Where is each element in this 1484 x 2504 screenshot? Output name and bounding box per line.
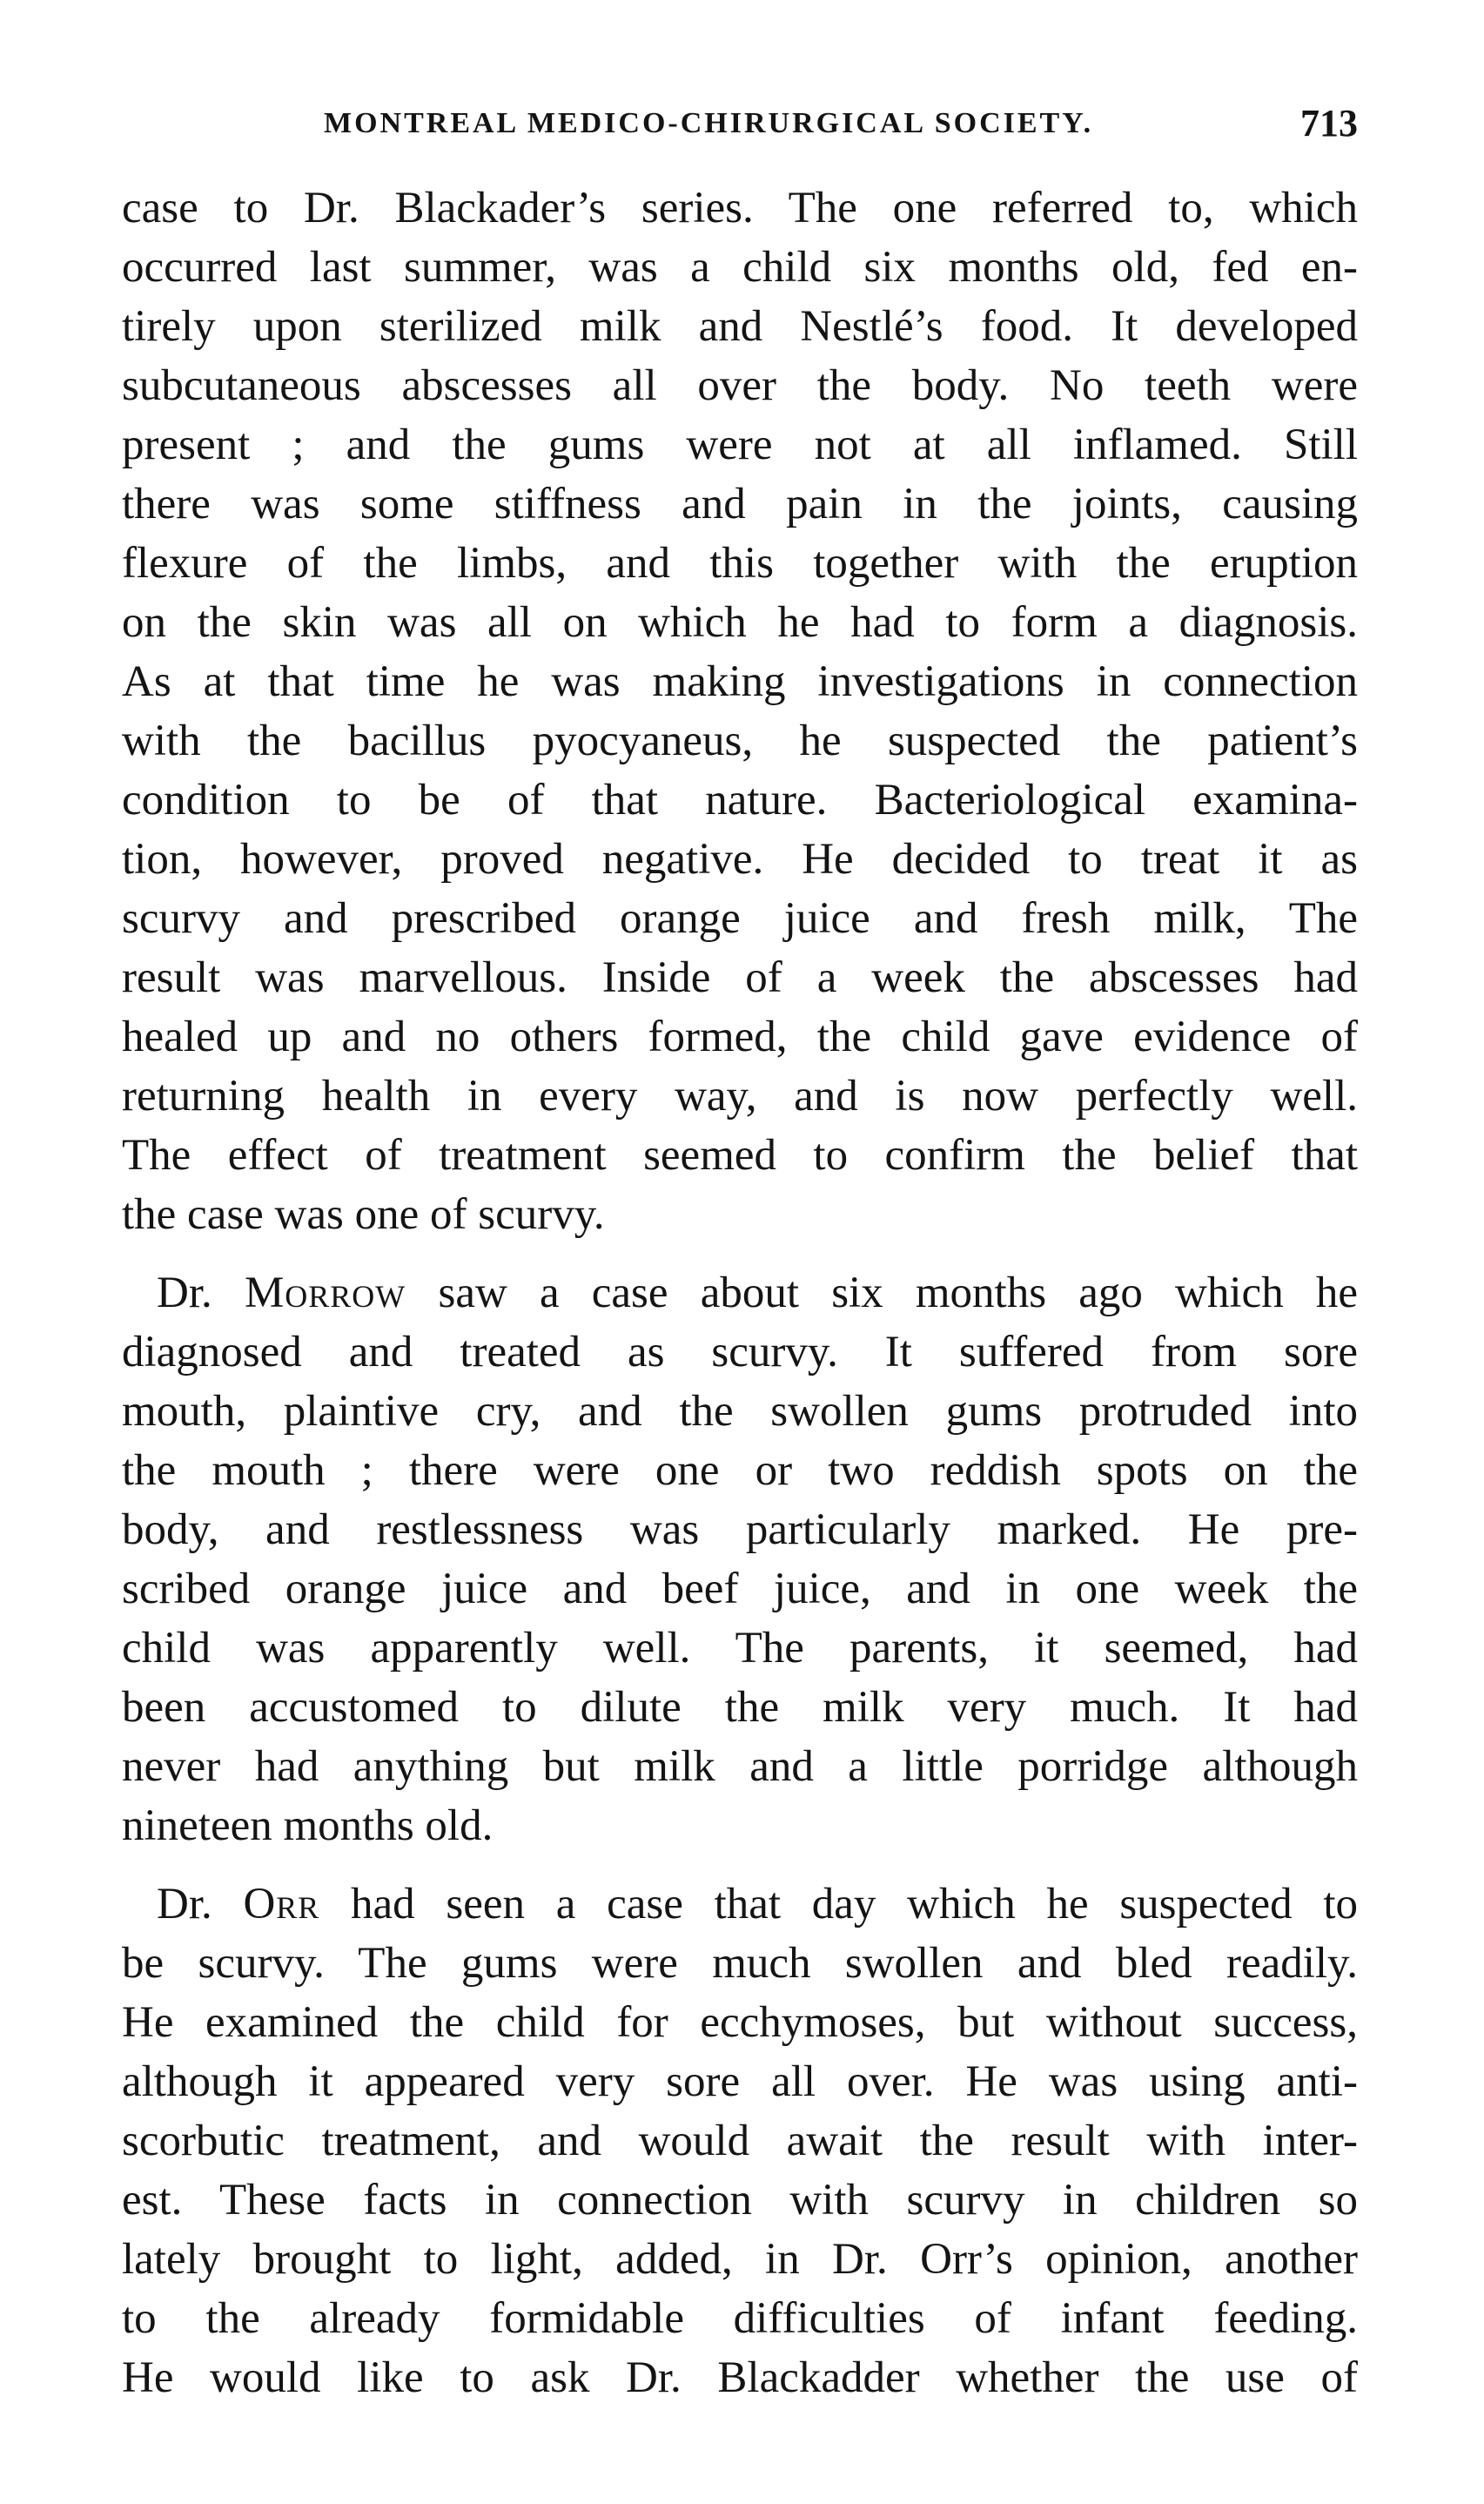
text-line: there was some stiffness and pain in the joints, causing: [122, 480, 1358, 528]
speaker-prefix: Dr.: [157, 1269, 245, 1317]
paragraph-dr-morrow: [122, 1263, 1358, 1855]
text-line: the mouth ; there were one or two reddish spots on the: [122, 1446, 1358, 1495]
body-text: [122, 178, 1358, 2407]
text-line: been accustomed to dilute the milk very much. It had: [122, 1683, 1358, 1732]
text-line: condition to be of that nature. Bacteriological examina-: [122, 776, 1358, 825]
text-line: The effect of treatment seemed to confirm the belief that: [122, 1131, 1358, 1180]
text-line: to the already formidable difficulties of infant feeding.: [122, 2294, 1358, 2343]
text-line: never had anything but milk and a little porridge although: [122, 1742, 1358, 1791]
page-number: 713: [1300, 102, 1358, 145]
text-line: scorbutic treatment, and would await the result with inter-: [122, 2117, 1358, 2165]
running-title: MONTREAL MEDICO-CHIRURGICAL SOCIETY.: [324, 107, 1094, 139]
text-line: body, and restlessness was particularly marked. He pre-: [122, 1505, 1358, 1554]
text-line: As at that time he was making investigations in connection: [122, 657, 1358, 706]
text-line: the case was one of scurvy.: [122, 1190, 605, 1239]
text-line: result was marvellous. Inside of a week the abscesses had: [122, 953, 1358, 1002]
text-line: healed up and no others formed, the child gave evidence of: [122, 1013, 1358, 1061]
paragraph-dr-orr: [122, 1875, 1358, 2407]
text-line: tirely upon sterilized milk and Nestlé’s food. It developed: [122, 302, 1358, 351]
text-line: nineteen months old.: [122, 1801, 494, 1850]
text-line: mouth, plaintive cry, and the swollen gums protruded into: [122, 1387, 1358, 1436]
text-line: flexure of the limbs, and this together with the eruption: [122, 539, 1358, 588]
speaker-name: Orr: [243, 1880, 320, 1928]
text-line: occurred last summer, was a child six months old, fed en-: [122, 243, 1358, 292]
text-line-first: [122, 1263, 1358, 1323]
paragraph-blackader-case: [122, 178, 1358, 1244]
speaker-name: Morrow: [244, 1269, 406, 1317]
text-line: lately brought to light, added, in Dr. Orr’s opinion, another: [122, 2235, 1358, 2284]
text-line: with the bacillus pyocyaneus, he suspected the patient’s: [122, 717, 1358, 765]
text-line: present ; and the gums were not at all inflamed. Still: [122, 421, 1358, 469]
text-line: child was apparently well. The parents, it seemed, had: [122, 1624, 1358, 1673]
text-line: scurvy and prescribed orange juice and fresh milk, The: [122, 894, 1358, 943]
text-line: case to Dr. Blackader’s series. The one referred to, which: [122, 184, 1358, 232]
first-line-rest: saw a case about six months ago which he: [406, 1269, 1359, 1317]
text-line: tion, however, proved negative. He decided to treat it as: [122, 835, 1358, 884]
text-line: diagnosed and treated as scurvy. It suffered from sore: [122, 1328, 1358, 1377]
text-line: be scurvy. The gums were much swollen and bled readily.: [122, 1939, 1358, 1988]
text-line: scribed orange juice and beef juice, and in one week the: [122, 1565, 1358, 1613]
text-line: on the skin was all on which he had to form a diagnosis.: [122, 598, 1358, 647]
text-line: although it appeared very sore all over. He was using anti-: [122, 2057, 1358, 2106]
text-line: est. These facts in connection with scurvy in children so: [122, 2176, 1358, 2225]
text-line: He would like to ask Dr. Blackadder whether the use of: [122, 2353, 1358, 2402]
running-head: [122, 98, 1358, 150]
text-line-first: [122, 1875, 1358, 1934]
first-line-rest: had seen a case that day which he suspected to: [319, 1880, 1358, 1928]
text-line: He examined the child for ecchymoses, but without success,: [122, 1998, 1358, 2047]
speaker-prefix: Dr.: [157, 1880, 244, 1928]
text-line: subcutaneous abscesses all over the body. No teeth were: [122, 361, 1358, 410]
text-line: returning health in every way, and is now perfectly well.: [122, 1072, 1358, 1121]
